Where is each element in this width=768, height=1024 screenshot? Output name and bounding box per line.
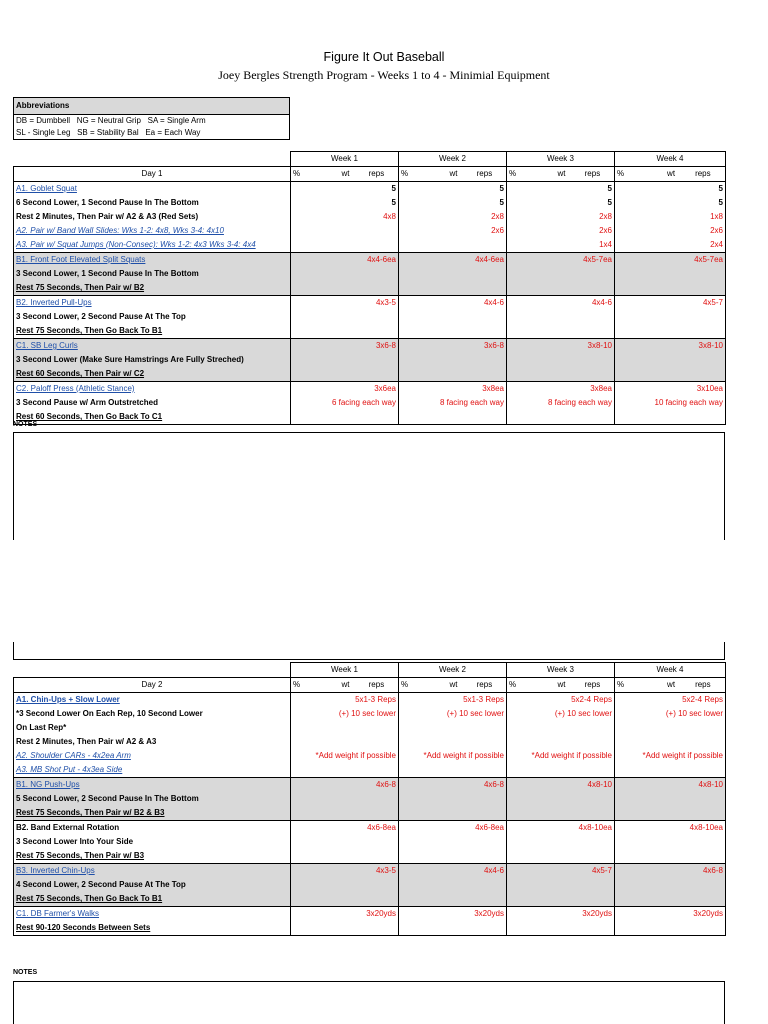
exercise-text: Rest 75 Seconds, Then Pair w/ B3 bbox=[14, 849, 291, 864]
week-header-4: Week 4 bbox=[615, 663, 726, 678]
exercise-text: Rest 60 Seconds, Then Pair w/ C2 bbox=[14, 367, 291, 382]
subheader-week-1 bbox=[291, 167, 399, 182]
table-row bbox=[14, 281, 726, 296]
week-3-value: 2x8 bbox=[507, 210, 615, 224]
week-1-value bbox=[291, 310, 399, 324]
table-row bbox=[14, 310, 726, 324]
table-row bbox=[14, 238, 726, 253]
week-3-value: 5x2-4 Reps bbox=[507, 693, 615, 708]
week-4-value bbox=[615, 324, 726, 339]
week-4-value bbox=[615, 267, 726, 281]
week-2-value: 8 facing each way bbox=[399, 396, 507, 410]
table-row bbox=[14, 878, 726, 892]
table-row bbox=[14, 892, 726, 907]
wt-label: wt bbox=[449, 169, 458, 178]
pct-label: % bbox=[401, 169, 409, 178]
week-header-3: Week 3 bbox=[507, 152, 615, 167]
pct-label: % bbox=[509, 680, 517, 689]
exercise-text: Rest 2 Minutes, Then Pair w/ A2 & A3 bbox=[14, 735, 291, 749]
reps-label: reps bbox=[695, 169, 711, 178]
week-4-value bbox=[615, 921, 726, 936]
table-row bbox=[14, 210, 726, 224]
week-4-value: 2x4 bbox=[615, 238, 726, 253]
table-row bbox=[14, 296, 726, 311]
exercise-text: Rest 75 Seconds, Then Pair w/ B2 & B3 bbox=[14, 806, 291, 821]
week-1-value bbox=[291, 792, 399, 806]
exercise-text[interactable]: B1. Front Foot Elevated Split Squats bbox=[14, 253, 291, 268]
table-row bbox=[14, 763, 726, 778]
week-2-value bbox=[399, 267, 507, 281]
exercise-text[interactable]: A3. MB Shot Put - 4x3ea Side bbox=[14, 763, 291, 778]
week-2-value bbox=[399, 892, 507, 907]
week-4-value bbox=[615, 849, 726, 864]
week-1-value bbox=[291, 224, 399, 238]
notes-box-day1[interactable] bbox=[13, 432, 725, 540]
week-4-value: 3x20yds bbox=[615, 907, 726, 922]
week-1-value bbox=[291, 367, 399, 382]
table-row bbox=[14, 367, 726, 382]
week-header-3: Week 3 bbox=[507, 663, 615, 678]
week-4-value: (+) 10 sec lower bbox=[615, 707, 726, 721]
week-4-value: 4x6-8 bbox=[615, 864, 726, 879]
week-4-value: 3x8-10 bbox=[615, 339, 726, 354]
week-2-value: 4x4-6ea bbox=[399, 253, 507, 268]
pct-label: % bbox=[617, 169, 625, 178]
exercise-text: 5 Second Lower, 2 Second Pause In The Bottom bbox=[14, 792, 291, 806]
week-3-value bbox=[507, 835, 615, 849]
table-row bbox=[14, 921, 726, 936]
week-1-value bbox=[291, 238, 399, 253]
day-label: Day 1 bbox=[14, 167, 291, 182]
week-header-1: Week 1 bbox=[291, 663, 399, 678]
exercise-text[interactable]: A3. Pair w/ Squat Jumps (Non-Consec): Wks 1-2: 4x3 Wks 3-4: 4x4 bbox=[14, 238, 291, 253]
exercise-text[interactable]: A2. Shoulder CARs - 4x2ea Arm bbox=[14, 749, 291, 763]
pct-label: % bbox=[293, 680, 301, 689]
week-header-4: Week 4 bbox=[615, 152, 726, 167]
week-3-value: 5 bbox=[507, 182, 615, 197]
abbreviations-line-2: SL - Single Leg SB = Stability Bal Ea = Each Way bbox=[16, 128, 201, 137]
table-row bbox=[14, 821, 726, 836]
subheader-week-1 bbox=[291, 678, 399, 693]
week-3-value: 5 bbox=[507, 196, 615, 210]
table-row bbox=[14, 707, 726, 721]
exercise-text: 3 Second Lower, 1 Second Pause In The Bottom bbox=[14, 267, 291, 281]
table-row bbox=[14, 749, 726, 763]
week-3-value: 3x20yds bbox=[507, 907, 615, 922]
week-2-value bbox=[399, 324, 507, 339]
week-1-value: 4x6-8ea bbox=[291, 821, 399, 836]
reps-label: reps bbox=[476, 680, 493, 689]
week-4-value bbox=[615, 763, 726, 778]
exercise-text: Rest 75 Seconds, Then Go Back To B1 bbox=[14, 892, 291, 907]
notes-box-day2[interactable] bbox=[13, 981, 725, 1024]
table-row bbox=[14, 693, 726, 708]
week-4-value bbox=[615, 721, 726, 735]
week-2-value bbox=[399, 353, 507, 367]
table-row bbox=[14, 267, 726, 281]
reps-label: reps bbox=[368, 680, 385, 689]
exercise-text: 3 Second Pause w/ Arm Outstretched bbox=[14, 396, 291, 410]
subheader-week-2 bbox=[399, 167, 507, 182]
wt-label: wt bbox=[667, 680, 676, 689]
week-4-value bbox=[615, 892, 726, 907]
wt-label: wt bbox=[667, 169, 676, 178]
table-row bbox=[14, 835, 726, 849]
exercise-text[interactable]: C1. SB Leg Curls bbox=[14, 339, 291, 354]
subheader-week-4 bbox=[615, 678, 726, 693]
notes-label-day1: NOTES bbox=[13, 421, 38, 428]
week-2-value bbox=[399, 763, 507, 778]
exercise-text[interactable]: B3. Inverted Chin-Ups bbox=[14, 864, 291, 879]
week-1-value bbox=[291, 353, 399, 367]
week-2-value bbox=[399, 410, 507, 425]
week-3-value bbox=[507, 310, 615, 324]
table-row bbox=[14, 196, 726, 210]
exercise-text: Rest 75 Seconds, Then Go Back To B1 bbox=[14, 324, 291, 339]
week-3-value: 4x4-6 bbox=[507, 296, 615, 311]
week-4-value bbox=[615, 806, 726, 821]
week-1-value bbox=[291, 324, 399, 339]
exercise-text: Rest 2 Minutes, Then Pair w/ A2 & A3 (Red Sets) bbox=[14, 210, 291, 224]
day-label: Day 2 bbox=[14, 678, 291, 693]
exercise-text: *3 Second Lower On Each Rep, 10 Second Lower bbox=[14, 707, 291, 721]
header-blank bbox=[14, 663, 291, 678]
week-1-value: 4x3-5 bbox=[291, 296, 399, 311]
week-2-value: 3x6-8 bbox=[399, 339, 507, 354]
exercise-text[interactable]: A1. Goblet Squat bbox=[14, 182, 291, 197]
header-blank bbox=[14, 152, 291, 167]
week-4-value: 5 bbox=[615, 196, 726, 210]
week-3-value bbox=[507, 878, 615, 892]
table-row bbox=[14, 864, 726, 879]
exercise-text: Rest 90-120 Seconds Between Sets bbox=[14, 921, 291, 936]
abbreviations-heading: Abbreviations bbox=[14, 98, 289, 115]
week-3-value: (+) 10 sec lower bbox=[507, 707, 615, 721]
week-1-value: 3x6-8 bbox=[291, 339, 399, 354]
pct-label: % bbox=[293, 169, 301, 178]
table-row bbox=[14, 849, 726, 864]
week-1-value: 6 facing each way bbox=[291, 396, 399, 410]
reps-label: reps bbox=[695, 680, 711, 689]
day2-table bbox=[13, 662, 726, 936]
exercise-text: 3 Second Lower (Make Sure Hamstrings Are Fully Streched) bbox=[14, 353, 291, 367]
week-1-value: 5x1-3 Reps bbox=[291, 693, 399, 708]
week-3-value bbox=[507, 892, 615, 907]
week-4-value: 5x2-4 Reps bbox=[615, 693, 726, 708]
week-2-value bbox=[399, 281, 507, 296]
subheader-week-3 bbox=[507, 167, 615, 182]
table-row bbox=[14, 396, 726, 410]
week-3-value: 4x5-7ea bbox=[507, 253, 615, 268]
week-4-value bbox=[615, 353, 726, 367]
table-row bbox=[14, 792, 726, 806]
week-2-value bbox=[399, 806, 507, 821]
week-3-value bbox=[507, 735, 615, 749]
week-2-value: 5 bbox=[399, 196, 507, 210]
week-3-value bbox=[507, 921, 615, 936]
week-4-value bbox=[615, 835, 726, 849]
week-1-value: 4x3-5 bbox=[291, 864, 399, 879]
exercise-text: 3 Second Lower, 2 Second Pause At The Top bbox=[14, 310, 291, 324]
week-2-value bbox=[399, 367, 507, 382]
week-4-value bbox=[615, 735, 726, 749]
week-1-value: 4x6-8 bbox=[291, 778, 399, 793]
week-2-value bbox=[399, 835, 507, 849]
week-4-value: *Add weight if possible bbox=[615, 749, 726, 763]
reps-label: reps bbox=[584, 680, 601, 689]
week-1-value: 4x8 bbox=[291, 210, 399, 224]
week-4-value: 10 facing each way bbox=[615, 396, 726, 410]
wt-label: wt bbox=[557, 169, 566, 178]
exercise-text: Rest 75 Seconds, Then Pair w/ B2 bbox=[14, 281, 291, 296]
exercise-text[interactable]: C1. DB Farmer's Walks bbox=[14, 907, 291, 922]
notes-box-continued bbox=[13, 642, 725, 660]
pct-label: % bbox=[617, 680, 625, 689]
exercise-text: 6 Second Lower, 1 Second Pause In The Bottom bbox=[14, 196, 291, 210]
week-2-value bbox=[399, 792, 507, 806]
week-3-value bbox=[507, 367, 615, 382]
exercise-text[interactable]: A1. Chin-Ups + Slow Lower bbox=[14, 693, 291, 708]
week-1-value bbox=[291, 849, 399, 864]
week-3-value bbox=[507, 806, 615, 821]
table-row bbox=[14, 182, 726, 197]
week-2-value: 5x1-3 Reps bbox=[399, 693, 507, 708]
week-3-value bbox=[507, 324, 615, 339]
week-1-value: 5 bbox=[291, 182, 399, 197]
table-row bbox=[14, 339, 726, 354]
week-2-value: 2x8 bbox=[399, 210, 507, 224]
week-4-value bbox=[615, 281, 726, 296]
week-3-value: 4x8-10 bbox=[507, 778, 615, 793]
week-4-value bbox=[615, 878, 726, 892]
week-3-value: 4x5-7 bbox=[507, 864, 615, 879]
week-4-value: 5 bbox=[615, 182, 726, 197]
exercise-text[interactable]: B1. NG Push-Ups bbox=[14, 778, 291, 793]
table-row bbox=[14, 324, 726, 339]
week-1-value: 3x6ea bbox=[291, 382, 399, 397]
table-row bbox=[14, 410, 726, 425]
week-header-1: Week 1 bbox=[291, 152, 399, 167]
week-1-value: *Add weight if possible bbox=[291, 749, 399, 763]
week-2-value: 4x4-6 bbox=[399, 864, 507, 879]
notes-label-day2: NOTES bbox=[13, 969, 38, 976]
week-2-value bbox=[399, 310, 507, 324]
week-header-2: Week 2 bbox=[399, 152, 507, 167]
week-4-value bbox=[615, 410, 726, 425]
week-2-value: 4x6-8 bbox=[399, 778, 507, 793]
week-4-value bbox=[615, 310, 726, 324]
week-2-value bbox=[399, 878, 507, 892]
week-2-value bbox=[399, 721, 507, 735]
week-1-value: 4x4-6ea bbox=[291, 253, 399, 268]
table-row bbox=[14, 778, 726, 793]
week-1-value bbox=[291, 267, 399, 281]
reps-label: reps bbox=[476, 169, 493, 178]
table-row bbox=[14, 907, 726, 922]
week-4-value bbox=[615, 367, 726, 382]
pct-label: % bbox=[401, 680, 409, 689]
week-1-value bbox=[291, 921, 399, 936]
week-3-value bbox=[507, 267, 615, 281]
exercise-text: On Last Rep* bbox=[14, 721, 291, 735]
week-1-value bbox=[291, 735, 399, 749]
exercise-text[interactable]: B2. Inverted Pull-Ups bbox=[14, 296, 291, 311]
abbreviations-line-1: DB = Dumbbell NG = Neutral Grip SA = Single Arm bbox=[16, 116, 206, 125]
table-row bbox=[14, 253, 726, 268]
week-3-value bbox=[507, 281, 615, 296]
week-3-value bbox=[507, 410, 615, 425]
wt-label: wt bbox=[341, 680, 350, 689]
week-2-value bbox=[399, 735, 507, 749]
week-4-value: 3x10ea bbox=[615, 382, 726, 397]
table-row bbox=[14, 353, 726, 367]
week-3-value: 3x8ea bbox=[507, 382, 615, 397]
week-1-value: (+) 10 sec lower bbox=[291, 707, 399, 721]
table-row bbox=[14, 224, 726, 238]
week-3-value bbox=[507, 763, 615, 778]
week-1-value bbox=[291, 410, 399, 425]
week-2-value: (+) 10 sec lower bbox=[399, 707, 507, 721]
wt-label: wt bbox=[449, 680, 458, 689]
week-1-value bbox=[291, 892, 399, 907]
wt-label: wt bbox=[557, 680, 566, 689]
week-2-value: 3x8ea bbox=[399, 382, 507, 397]
week-2-value: 5 bbox=[399, 182, 507, 197]
week-4-value: 1x8 bbox=[615, 210, 726, 224]
week-2-value bbox=[399, 849, 507, 864]
wt-label: wt bbox=[341, 169, 350, 178]
subheader-week-4 bbox=[615, 167, 726, 182]
week-1-value bbox=[291, 763, 399, 778]
week-1-value bbox=[291, 281, 399, 296]
exercise-text: Rest 60 Seconds, Then Go Back To C1 bbox=[14, 410, 291, 425]
week-3-value: 4x8-10ea bbox=[507, 821, 615, 836]
week-2-value bbox=[399, 238, 507, 253]
week-1-value bbox=[291, 835, 399, 849]
week-4-value: 2x6 bbox=[615, 224, 726, 238]
subheader-week-3 bbox=[507, 678, 615, 693]
week-1-value bbox=[291, 878, 399, 892]
week-4-value: 4x8-10ea bbox=[615, 821, 726, 836]
exercise-text[interactable]: A2. Pair w/ Band Wall Slides: Wks 1-2: 4x8, Wks 3-4: 4x10 bbox=[14, 224, 291, 238]
week-1-value: 5 bbox=[291, 196, 399, 210]
reps-label: reps bbox=[584, 169, 601, 178]
page-subtitle: Joey Bergles Strength Program - Weeks 1 to 4 - Minimial Equipment bbox=[218, 68, 550, 82]
table-row bbox=[14, 382, 726, 397]
subheader-week-2 bbox=[399, 678, 507, 693]
week-3-value bbox=[507, 849, 615, 864]
day1-table bbox=[13, 151, 726, 425]
week-2-value: 4x4-6 bbox=[399, 296, 507, 311]
week-4-value: 4x8-10 bbox=[615, 778, 726, 793]
week-1-value bbox=[291, 721, 399, 735]
week-3-value bbox=[507, 721, 615, 735]
abbreviations-box bbox=[13, 97, 290, 140]
week-3-value bbox=[507, 353, 615, 367]
week-3-value: 8 facing each way bbox=[507, 396, 615, 410]
week-2-value bbox=[399, 921, 507, 936]
exercise-text: B2. Band External Rotation bbox=[14, 821, 291, 836]
week-3-value: 1x4 bbox=[507, 238, 615, 253]
table-row bbox=[14, 806, 726, 821]
exercise-text: 3 Second Lower Into Your Side bbox=[14, 835, 291, 849]
week-1-value bbox=[291, 806, 399, 821]
week-4-value: 4x5-7 bbox=[615, 296, 726, 311]
week-header-2: Week 2 bbox=[399, 663, 507, 678]
week-3-value: *Add weight if possible bbox=[507, 749, 615, 763]
page-title: Figure It Out Baseball bbox=[323, 50, 445, 64]
week-2-value: 4x6-8ea bbox=[399, 821, 507, 836]
reps-label: reps bbox=[368, 169, 385, 178]
week-4-value: 4x5-7ea bbox=[615, 253, 726, 268]
week-2-value: *Add weight if possible bbox=[399, 749, 507, 763]
pct-label: % bbox=[509, 169, 517, 178]
week-1-value: 3x20yds bbox=[291, 907, 399, 922]
exercise-text[interactable]: C2. Paloff Press (Athletic Stance) bbox=[14, 382, 291, 397]
table-row bbox=[14, 721, 726, 735]
table-row bbox=[14, 735, 726, 749]
week-3-value bbox=[507, 792, 615, 806]
week-3-value: 2x6 bbox=[507, 224, 615, 238]
week-2-value: 2x6 bbox=[399, 224, 507, 238]
week-4-value bbox=[615, 792, 726, 806]
week-2-value: 3x20yds bbox=[399, 907, 507, 922]
exercise-text: 4 Second Lower, 2 Second Pause At The Top bbox=[14, 878, 291, 892]
week-3-value: 3x8-10 bbox=[507, 339, 615, 354]
